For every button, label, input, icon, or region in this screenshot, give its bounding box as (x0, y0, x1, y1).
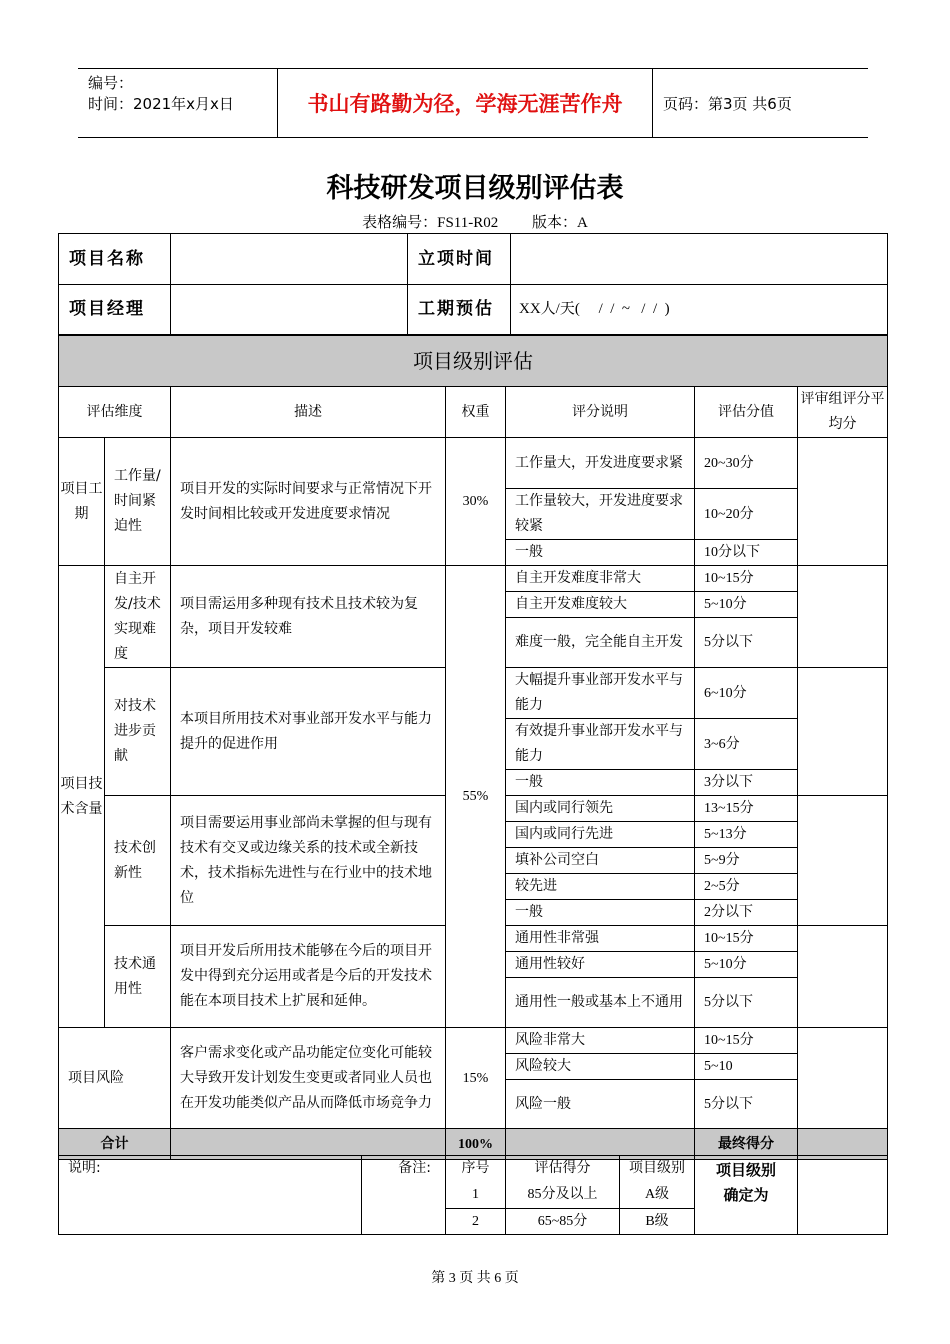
code-label: 编号： (88, 74, 134, 92)
criteria: 较先进 (506, 874, 695, 900)
dimension-risk: 项目风险 (59, 1028, 171, 1129)
description: 项目开发后所用技术能够在今后的项目开发中得到充分运用或者是今后的开发技术能在本项目技术上扩展和延伸。 (171, 926, 446, 1028)
score-range: 2分以下 (695, 900, 798, 926)
criteria: 国内或同行领先 (506, 796, 695, 822)
description: 项目开发的实际时间要求与正常情况下开发时间相比较或开发进度要求情况 (171, 438, 446, 566)
level-confirm-label: 项目级别确定为 (695, 1156, 798, 1235)
motto: 书山有路勤为径，学海无涯苦作舟 (278, 69, 653, 137)
criteria: 自主开发难度较大 (506, 592, 695, 618)
criteria: 通用性较好 (506, 952, 695, 978)
form-version: 版本：A (532, 215, 588, 231)
header-meta (78, 69, 278, 137)
criteria: 风险较大 (506, 1054, 695, 1080)
score-range: 10~15分 (695, 1028, 798, 1054)
duration-field[interactable]: XX人/天( / / ~ / / ) (511, 285, 888, 335)
avg-score-cell[interactable] (798, 1028, 888, 1129)
start-time-label: 立项时间 (408, 234, 511, 285)
criteria: 自主开发难度非常大 (506, 566, 695, 592)
level-name: B级 (620, 1209, 695, 1235)
page-title: 科技研发项目级别评估表 (326, 173, 624, 204)
manager-label: 项目经理 (59, 285, 171, 335)
notes-table (58, 1155, 888, 1235)
criteria: 一般 (506, 900, 695, 926)
page-footer: 第 3 页 共 6 页 (431, 1271, 519, 1286)
criteria: 填补公司空白 (506, 848, 695, 874)
project-info-table (58, 233, 888, 335)
avg-score-cell[interactable] (798, 926, 888, 1028)
description: 本项目所用技术对事业部开发水平与能力提升的促进作用 (171, 668, 446, 796)
description: 项目需运用多种现有技术且技术较为复杂，项目开发较难 (171, 566, 446, 668)
avg-score-cell[interactable] (798, 668, 888, 796)
total-label: 合计 (59, 1129, 171, 1160)
criteria: 大幅提升事业部开发水平与能力 (506, 668, 695, 719)
section-title: 项目级别评估 (59, 336, 888, 387)
sub-dimension: 自主开发/技术实现难度 (105, 566, 171, 668)
score-range: 5~10 (695, 1054, 798, 1080)
explain-label: 说明: (59, 1156, 362, 1235)
score-range: 5~13分 (695, 822, 798, 848)
col-header-dimension: 评估维度 (59, 387, 171, 438)
criteria: 一般 (506, 540, 695, 566)
avg-score-cell[interactable] (798, 438, 888, 566)
sub-dimension: 工作量/时间紧迫性 (105, 438, 171, 566)
score-range: 10~15分 (695, 926, 798, 952)
sub-dimension: 技术创新性 (105, 796, 171, 926)
score-range: 13~15分 (695, 796, 798, 822)
score-range: 3~6分 (695, 719, 798, 770)
weight: 30% (446, 438, 506, 566)
col-level: 项目级别 (620, 1156, 695, 1182)
duration-label: 工期预估 (408, 285, 511, 335)
criteria: 工作量大，开发进度要求紧 (506, 438, 695, 489)
level-no: 1 (446, 1182, 506, 1209)
score-range: 3分以下 (695, 770, 798, 796)
criteria: 风险一般 (506, 1080, 695, 1129)
criteria: 通用性非常强 (506, 926, 695, 952)
score-range: 10分以下 (695, 540, 798, 566)
level-confirm-cell[interactable] (798, 1156, 888, 1235)
col-score: 评估得分 (506, 1156, 620, 1182)
col-header-avg: 评审组评分平均分 (798, 387, 888, 438)
score-range: 6~10分 (695, 668, 798, 719)
form-number: 表格编号：FS11-R02 (362, 215, 499, 231)
total-weight: 100% (446, 1129, 506, 1160)
score-range: 2~5分 (695, 874, 798, 900)
page-label: 页码：第3页 共6页 (663, 94, 792, 113)
manager-field[interactable] (171, 285, 408, 335)
description: 项目需要运用事业部尚未掌握的但与现有技术有交叉或边缘关系的技术或全新技术，技术指标先进性与在行业中的技术地位 (171, 796, 446, 926)
col-header-score: 评估分值 (695, 387, 798, 438)
sub-dimension: 技术通用性 (105, 926, 171, 1028)
project-name-label: 项目名称 (59, 234, 171, 285)
page-header (78, 68, 868, 138)
sub-dimension: 对技术进步贡献 (105, 668, 171, 796)
criteria: 有效提升事业部开发水平与能力 (506, 719, 695, 770)
project-name-field[interactable] (171, 234, 408, 285)
level-score: 65~85分 (506, 1209, 620, 1235)
description: 客户需求变化或产品功能定位变化可能较大导致开发计划发生变更或者同业人员也在开发功能类似产品从而降低市场竞争力 (171, 1028, 446, 1129)
dimension-schedule: 项目工期 (59, 438, 105, 566)
criteria: 通用性一般或基本上不通用 (506, 978, 695, 1028)
level-score: 85分及以上 (506, 1182, 620, 1209)
evaluation-table (58, 335, 888, 1160)
dimension-tech: 项目技术含量 (59, 566, 105, 1028)
weight: 15% (446, 1028, 506, 1129)
final-score-label: 最终得分 (695, 1129, 798, 1160)
score-range: 10~20分 (695, 489, 798, 540)
score-range: 5~10分 (695, 592, 798, 618)
criteria: 一般 (506, 770, 695, 796)
score-range: 10~15分 (695, 566, 798, 592)
weight: 55% (446, 566, 506, 1028)
score-range: 5分以下 (695, 978, 798, 1028)
criteria: 国内或同行先进 (506, 822, 695, 848)
score-range: 20~30分 (695, 438, 798, 489)
score-range: 5分以下 (695, 1080, 798, 1129)
time-label: 时间：2021年x月x日 (88, 95, 234, 113)
avg-score-cell[interactable] (798, 796, 888, 926)
score-range: 5~10分 (695, 952, 798, 978)
level-no: 2 (446, 1209, 506, 1235)
col-header-desc: 描述 (171, 387, 446, 438)
col-header-criteria: 评分说明 (506, 387, 695, 438)
remark-label: 备注: (362, 1156, 446, 1235)
score-range: 5分以下 (695, 618, 798, 668)
form-subtitle (0, 211, 950, 232)
criteria: 工作量较大，开发进度要求较紧 (506, 489, 695, 540)
col-no: 序号 (446, 1156, 506, 1182)
criteria: 风险非常大 (506, 1028, 695, 1054)
score-range: 5~9分 (695, 848, 798, 874)
avg-score-cell[interactable] (798, 566, 888, 668)
start-time-field[interactable] (511, 234, 888, 285)
level-name: A级 (620, 1182, 695, 1209)
col-header-weight: 权重 (446, 387, 506, 438)
criteria: 难度一般，完全能自主开发 (506, 618, 695, 668)
